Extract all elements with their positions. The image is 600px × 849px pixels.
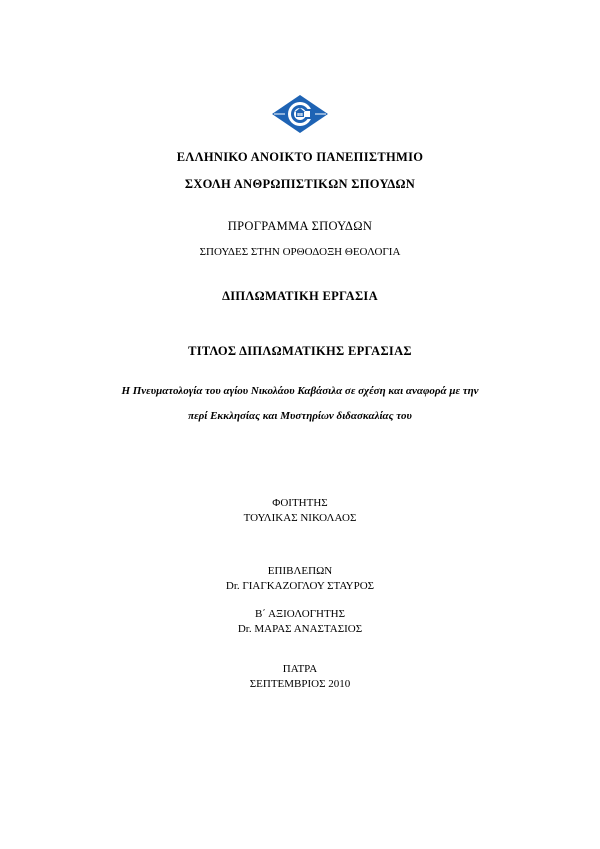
program-name: ΣΠΟΥΔΕΣ ΣΤΗΝ ΟΡΘΟΔΟΞΗ ΘΕΟΛΟΓΙΑ [199, 246, 401, 258]
second-examiner-name: Dr. ΜΑΡΑΣ ΑΝΑΣΤΑΣΙΟΣ [237, 623, 363, 635]
thesis-title-line-1: Η Πνευματολογία του αγίου Νικολάου Καβάσιλα σε σχέση και αναφορά με την [121, 385, 479, 397]
title-heading: ΤΙΤΛΟΣ ΔΙΠΛΩΜΑΤΙΚΗΣ ΕΡΓΑΣΙΑΣ [188, 344, 412, 358]
university-logo-icon [271, 94, 329, 134]
student-name: ΤΟΥΛΙΚΑΣ ΝΙΚΟΛΑΟΣ [243, 512, 357, 524]
supervisor-label: ΕΠΙΒΛΕΠΩΝ [267, 565, 333, 577]
thesis-title-line-2: περί Εκκλησίας και Μυστηρίων διδασκαλίας του [188, 410, 412, 422]
thesis-type: ΔΙΠΛΩΜΑΤΙΚΗ ΕΡΓΑΣΙΑ [222, 289, 378, 303]
city: ΠΑΤΡΑ [282, 663, 318, 675]
school-name: ΣΧΟΛΗ ΑΝΘΡΩΠΙΣΤΙΚΩΝ ΣΠΟΥΔΩΝ [184, 177, 416, 191]
supervisor-name: Dr. ΓΙΑΓΚΑΖΟΓΛΟΥ ΣΤΑΥΡΟΣ [225, 580, 375, 592]
student-label: ΦΟΙΤΗΤΗΣ [272, 497, 328, 509]
date: ΣΕΠΤΕΜΒΡΙΟΣ 2010 [249, 678, 351, 690]
second-examiner-label: Β΄ ΑΞΙΟΛΟΓΗΤΗΣ [254, 608, 346, 620]
program-heading: ΠΡΟΓΡΑΜΜΑ ΣΠΟΥΔΩΝ [227, 219, 373, 233]
university-name: ΕΛΛΗΝΙΚΟ ΑΝΟΙΚΤΟ ΠΑΝΕΠΙΣΤΗΜΙΟ [176, 150, 424, 164]
